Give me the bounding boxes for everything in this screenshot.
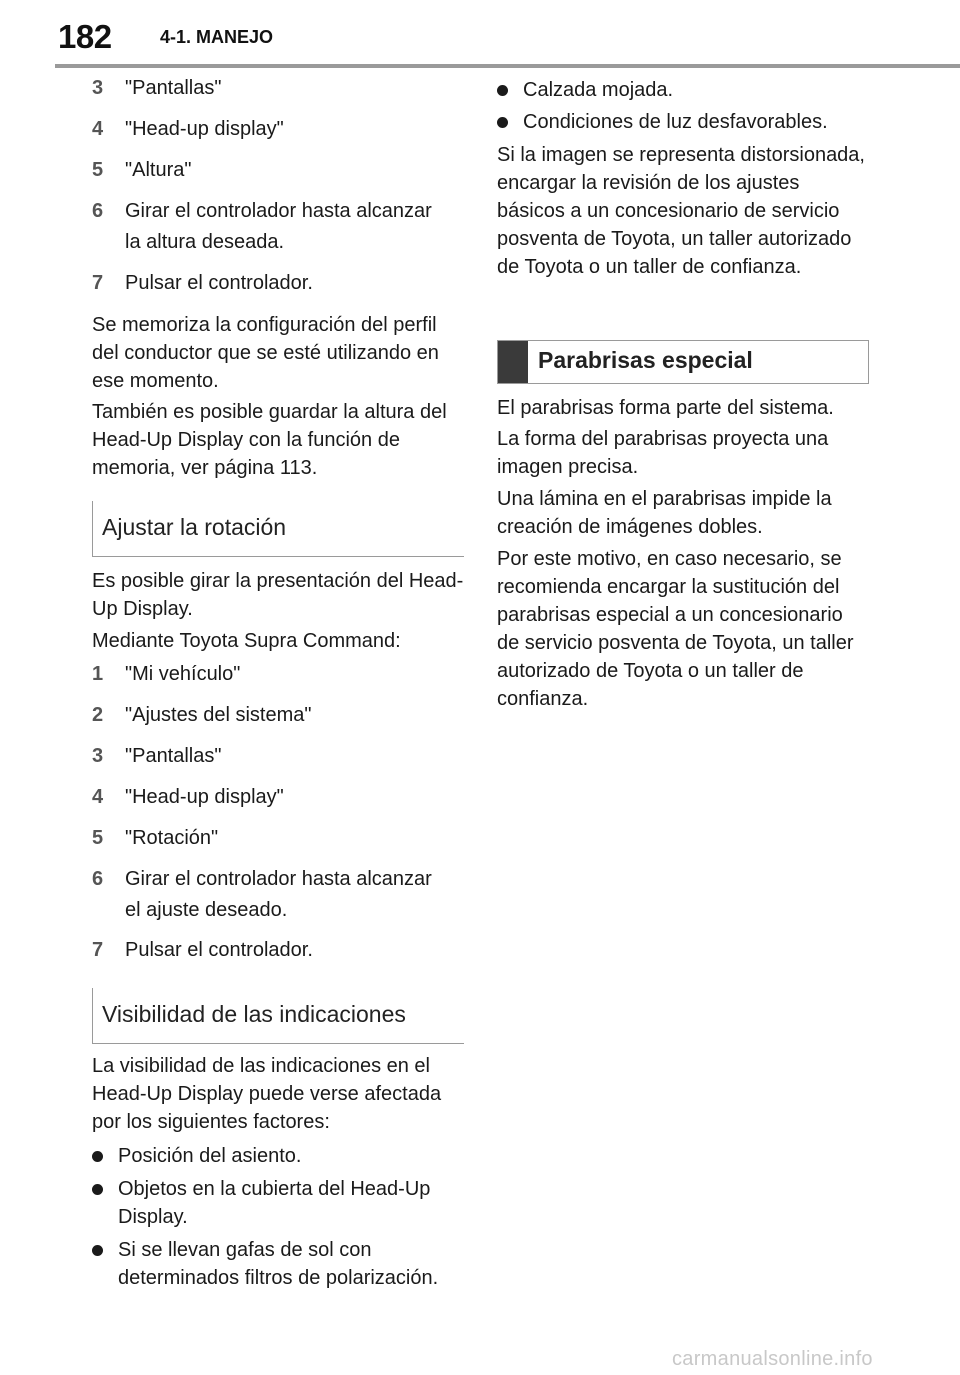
bullet-dot [92,1184,103,1195]
bullet-dot [497,85,508,96]
bullet-wet-road: Calzada mojada. [497,76,869,104]
step-6b: 6 Girar el controlador hasta alcanzar el ajuste deseado. [92,868,432,921]
bullet-dot [92,1151,103,1162]
step-4: 4 "Head-up display" [92,118,284,140]
step-7: 7 Pulsar el controlador. [92,272,313,294]
bullet-light-conditions: Condiciones de luz desfavorables. [497,108,869,136]
heading-rotation: Ajustar la rotación [92,501,464,557]
distortion-text: Si la imagen se representa distorsionada, encargar la revisión de los ajustes básicos a un concesionario de servicio posventa de Toyota, un taller autorizado de Toyota o un taller de confianza. [497,144,865,278]
step-2: 2 "Ajustes del sistema" [92,704,312,726]
bullet-sunglasses: Si se llevan gafas de sol con determinados filtros de polarización. [92,1236,464,1292]
windshield-text-2: La forma del parabrisas proyecta una imagen precisa. [497,428,829,478]
watermark: carmanualsonline.info [672,1348,873,1370]
heading-visibility: Visibilidad de las indicaciones [92,988,464,1044]
step-7b: 7 Pulsar el controlador. [92,939,313,961]
step-1: 1 "Mi vehículo" [92,663,241,685]
step-6: 6 Girar el controlador hasta alcanzar la altura deseada. [92,200,432,253]
step-4b: 4 "Head-up display" [92,786,284,808]
visibility-text: La visibilidad de las indicaciones en el Head-Up Display puede verse afectada por los siguientes factores: [92,1055,442,1133]
section-title: 4-1. MANEJO [160,27,274,47]
bullet-dot [497,117,508,128]
bullet-objects-cover: Objetos en la cubierta del Head-Up Display. [92,1175,464,1231]
page-header [0,0,960,70]
bullet-dot [92,1245,103,1256]
memory-note-2: También es posible guardar la altura del Head-Up Display con la función de memoria, ver página 113. [92,401,447,479]
heading-windshield: Parabrisas especial [497,340,869,384]
step-5: 5 "Altura" [92,159,192,181]
heading-bar [498,341,528,383]
rotation-text: Es posible girar la presentación del Head-Up Display. [92,570,464,620]
memory-note-1: Se memoriza la configuración del perfil del conductor que se esté utilizando en ese momento. [92,314,439,392]
windshield-text-3: Una lámina en el parabrisas impide la creación de imágenes dobles. [497,488,832,538]
windshield-text-1: El parabrisas forma parte del sistema. [497,397,834,419]
step-3: 3 "Pantallas" [92,77,222,99]
command-text: Mediante Toyota Supra Command: [92,630,401,652]
header-divider [55,64,960,68]
windshield-text-4: Por este motivo, en caso necesario, se recomienda encargar la sustitución del parabrisas especial a un concesionario de servicio posventa de Toyota, un taller autorizado de Toyota o un taller de confianza. [497,548,854,710]
bullet-seat-position: Posición del asiento. [92,1142,464,1170]
page-number: 182 [58,18,112,55]
step-5b: 5 "Rotación" [92,827,219,849]
step-3b: 3 "Pantallas" [92,745,222,767]
